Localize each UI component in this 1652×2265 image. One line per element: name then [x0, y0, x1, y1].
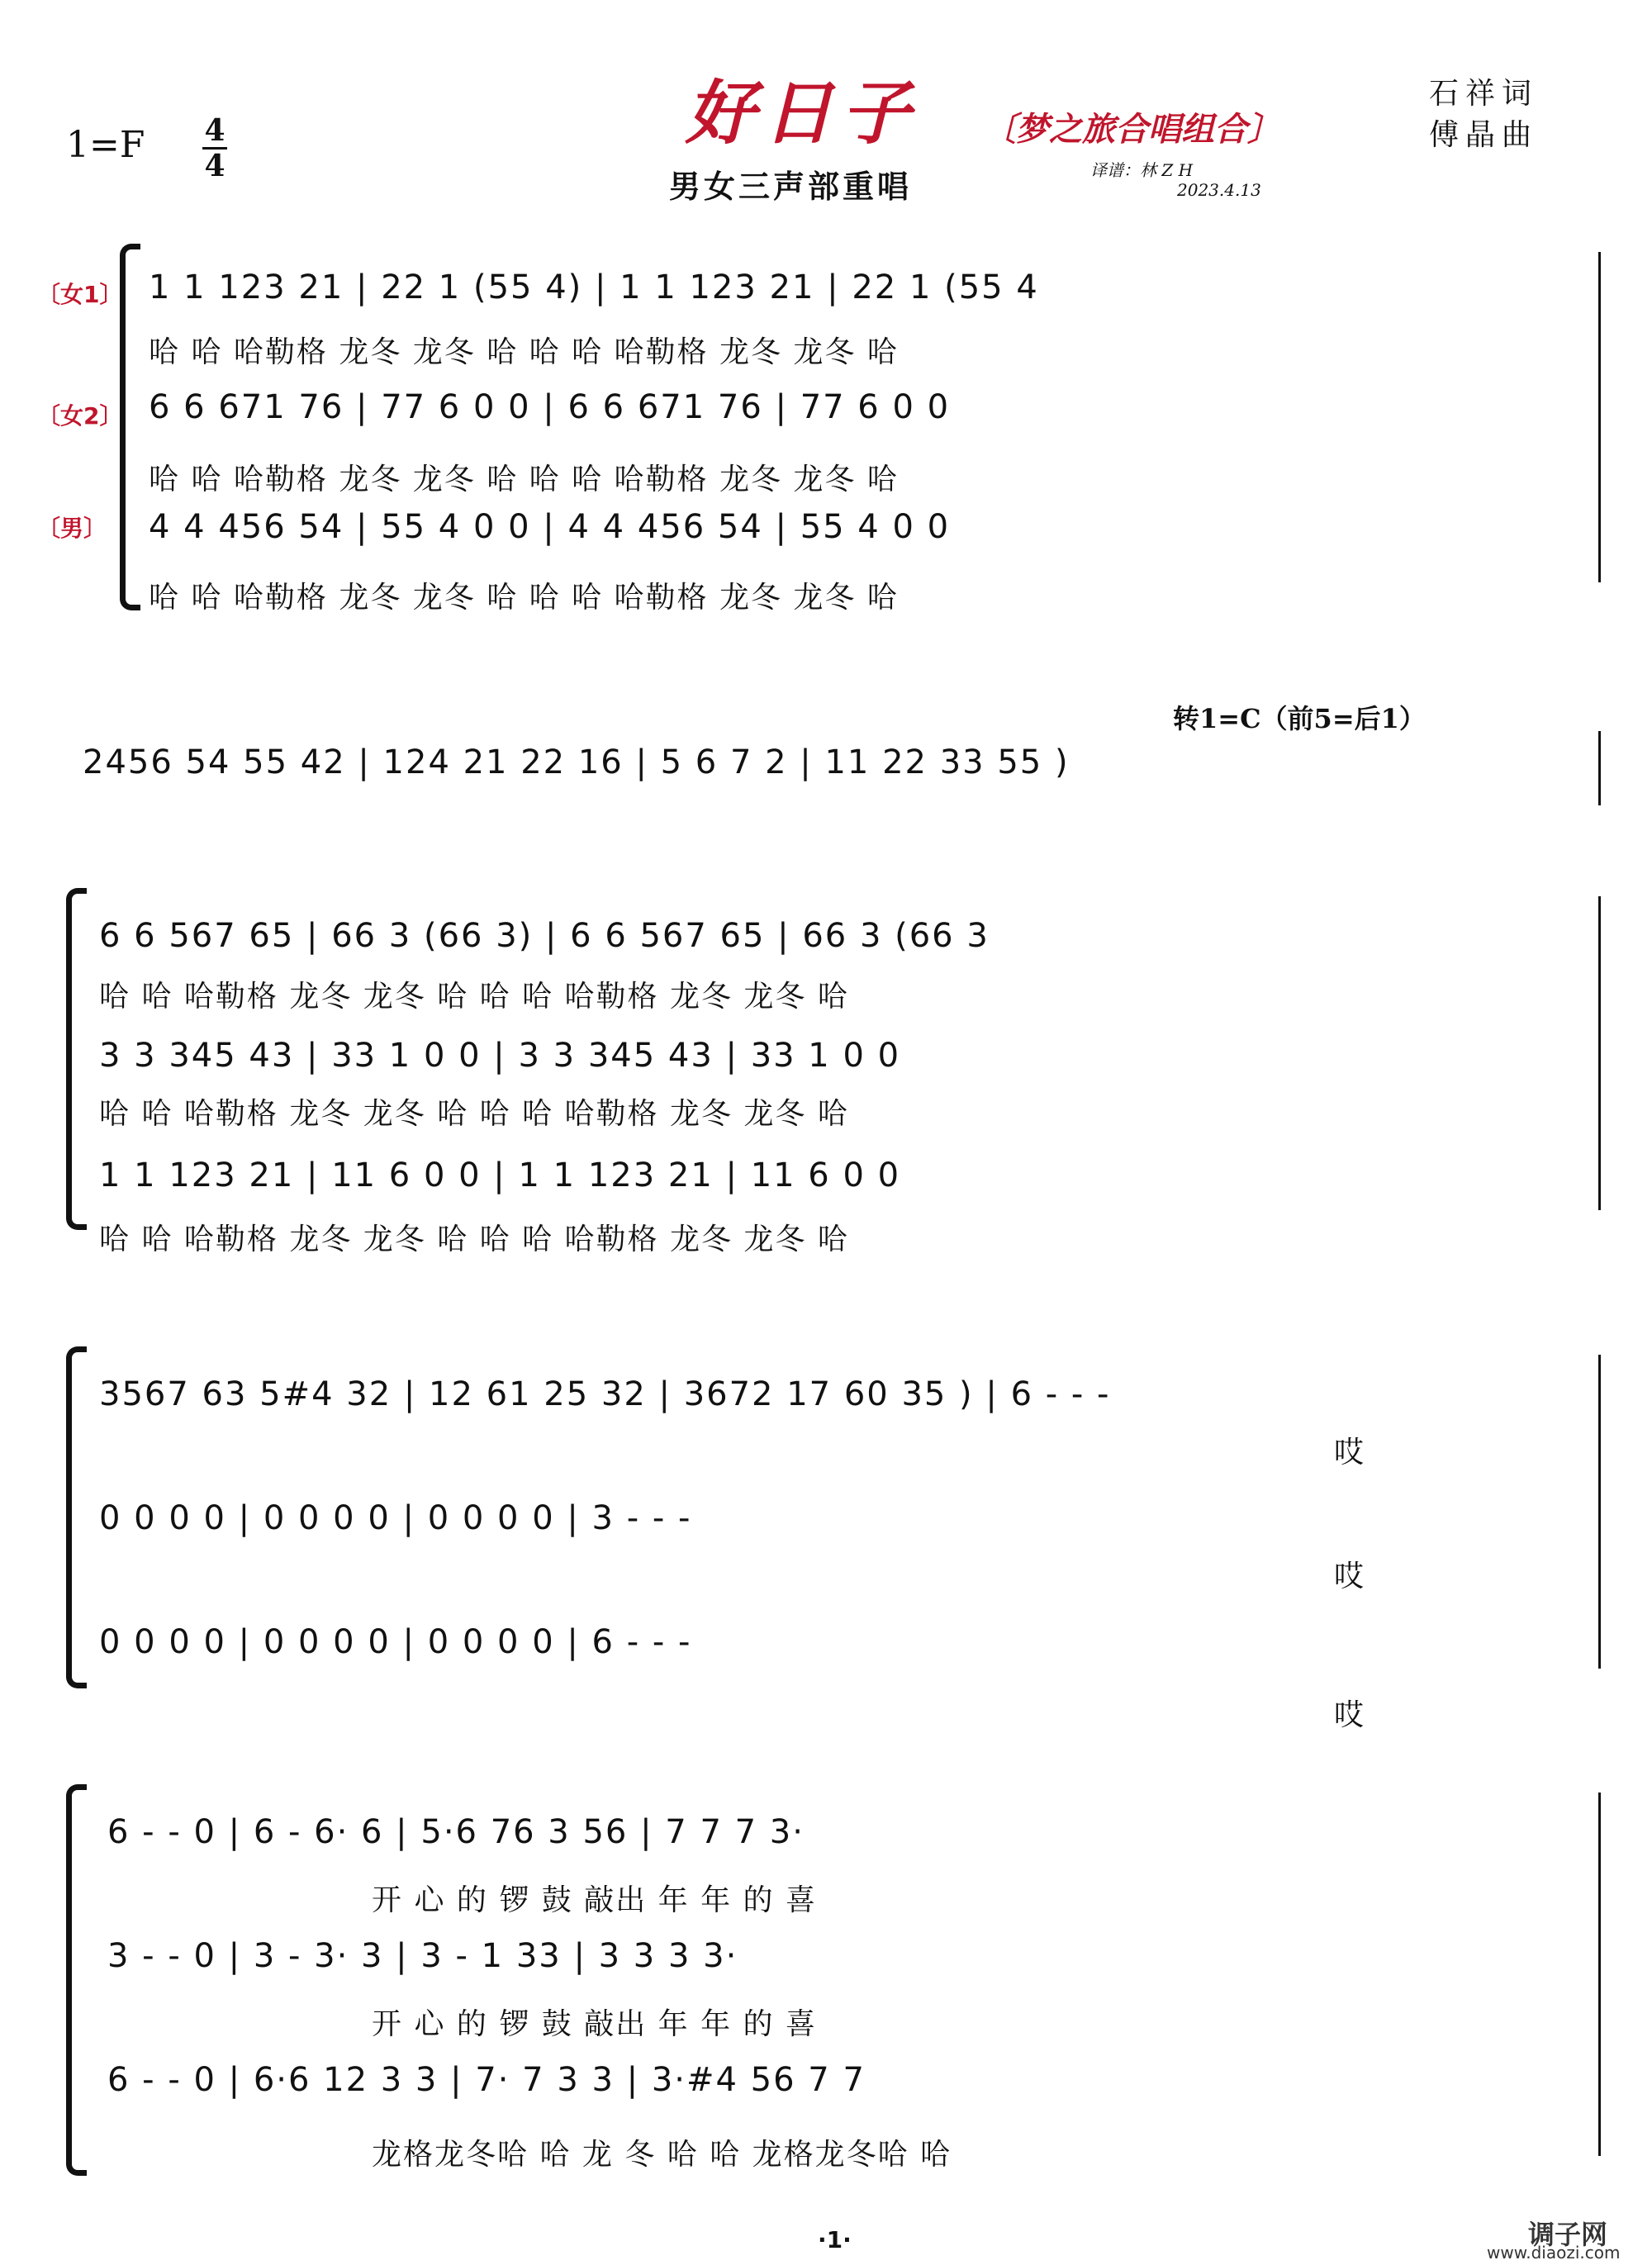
song-title: 好日子	[686, 73, 919, 154]
s5-male-lyrics: 龙格龙冬哈 哈 龙 冬 哈 哈 龙格龙冬哈 哈	[372, 2138, 952, 2172]
s3-female2-notes: 3 3 345 43 | 33 1 0 0 | 3 3 345 43 | 33 1 0 0	[99, 1037, 901, 1075]
time-signature	[202, 113, 227, 183]
s3-male-lyrics: 哈 哈 哈勒格 龙冬 龙冬 哈 哈 哈 哈勒格 龙冬 龙冬 哈	[99, 1223, 849, 1256]
page-number: ·1·	[818, 2226, 852, 2253]
s1-end-barline	[1598, 252, 1601, 582]
voice-label-male: 〔男〕	[37, 515, 107, 542]
s4-female1-notes: 3567 63 5#4 32 | 12 61 25 32 | 3672 17 60 35 ) | 6 - - -	[99, 1375, 1111, 1413]
system-brace	[66, 888, 87, 1230]
s1-male-notes: 4 4 456 54 | 55 4 0 0 | 4 4 456 54 | 55 4 0 0	[149, 508, 951, 546]
s5-male-notes: 6 - - 0 | 6·6 12 3 3 | 7· 7 3 3 | 3·#4 56 7 7	[107, 2061, 866, 2099]
s4-end-barline	[1598, 1355, 1601, 1669]
s1-female1-notes: 1 1 123 21 | 22 1 (55 4) | 1 1 123 21 | 22 1 (55 4	[149, 268, 1039, 306]
s1-female1-lyrics: 哈 哈 哈勒格 龙冬 龙冬 哈 哈 哈 哈勒格 龙冬 龙冬 哈	[149, 335, 899, 369]
voice-label-female1: 〔女1〕	[37, 281, 123, 308]
s5-end-barline	[1598, 1793, 1601, 2156]
system-brace	[66, 1346, 87, 1688]
transcriber: 译谱：林 Z H	[1090, 160, 1194, 180]
system-brace	[120, 244, 140, 610]
lyricist: 石祥词	[1429, 77, 1539, 111]
s3-end-barline	[1598, 896, 1601, 1210]
s5-female2-lyrics: 开 心 的 锣 鼓 敲出 年 年 的 喜	[372, 2007, 817, 2041]
s1-female2-lyrics: 哈 哈 哈勒格 龙冬 龙冬 哈 哈 哈 哈勒格 龙冬 龙冬 哈	[149, 463, 899, 496]
s5-female1-lyrics: 开 心 的 锣 鼓 敲出 年 年 的 喜	[372, 1883, 817, 1917]
voice-label-female2: 〔女2〕	[37, 402, 123, 430]
s3-female1-lyrics: 哈 哈 哈勒格 龙冬 龙冬 哈 哈 哈 哈勒格 龙冬 龙冬 哈	[99, 980, 849, 1014]
s4-male-notes: 0 0 0 0 | 0 0 0 0 | 0 0 0 0 | 6 - - -	[99, 1623, 692, 1661]
s1-male-lyrics: 哈 哈 哈勒格 龙冬 龙冬 哈 哈 哈 哈勒格 龙冬 龙冬 哈	[149, 581, 899, 615]
key-signature: 1=F	[66, 124, 145, 166]
s4-female2-notes: 0 0 0 0 | 0 0 0 0 | 0 0 0 0 | 3 - - -	[99, 1499, 692, 1537]
s4-male-lyrics: 哎	[1334, 1698, 1366, 1732]
time-numerator: 4	[204, 113, 225, 148]
watermark-logo: 调子网	[1528, 2219, 1608, 2250]
s4-female1-lyrics: 哎	[1334, 1436, 1366, 1470]
performer-group: 〔梦之旅合唱组合〕	[983, 111, 1280, 149]
time-denominator: 4	[204, 149, 225, 183]
modulation-marking: 转1=C（前5=后1）	[1173, 703, 1426, 734]
s2-instrumental-notes: 2456 54 55 42 | 124 21 22 16 | 5 6 7 2 | 11 22 33 55 )	[83, 743, 1070, 781]
s5-female1-notes: 6 - - 0 | 6 - 6· 6 | 5·6 76 3 56 | 7 7 7 3·	[107, 1813, 805, 1851]
s4-female2-lyrics: 哎	[1334, 1560, 1366, 1593]
s5-female2-notes: 3 - - 0 | 3 - 3· 3 | 3 - 1 33 | 3 3 3 3·	[107, 1937, 738, 1975]
arrangement-subtitle: 男女三声部重唱	[669, 169, 913, 205]
s3-female1-notes: 6 6 567 65 | 66 3 (66 3) | 6 6 567 65 | 66 3 (66 3	[99, 917, 990, 955]
s1-female2-notes: 6 6 671 76 | 77 6 0 0 | 6 6 671 76 | 77 6 0 0	[149, 388, 951, 426]
s3-male-notes: 1 1 123 21 | 11 6 0 0 | 1 1 123 21 | 11 6 0 0	[99, 1156, 901, 1194]
s3-female2-lyrics: 哈 哈 哈勒格 龙冬 龙冬 哈 哈 哈 哈勒格 龙冬 龙冬 哈	[99, 1097, 849, 1131]
composer: 傅晶曲	[1429, 118, 1539, 152]
system-brace	[66, 1784, 87, 2176]
s2-end-barline	[1598, 731, 1601, 805]
watermark-url[interactable]: www.diaozi.com	[1487, 2243, 1621, 2263]
transcription-date: 2023.4.13	[1177, 180, 1261, 200]
